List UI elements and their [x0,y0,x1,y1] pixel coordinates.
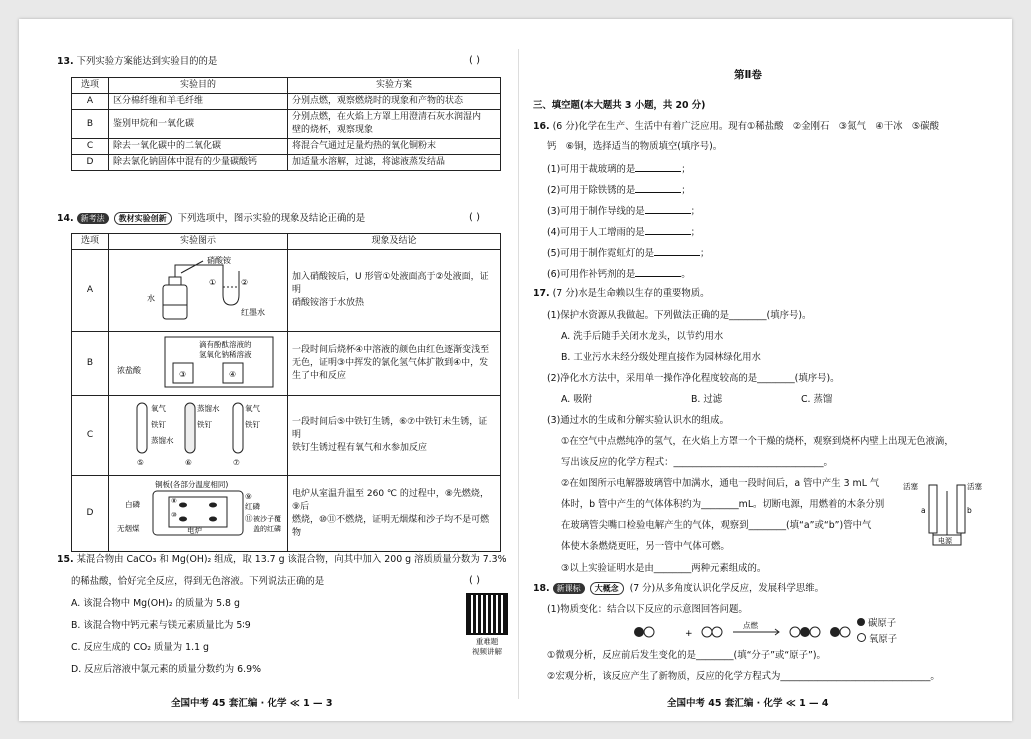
table-row [72,332,501,396]
option-cell: A [72,250,109,332]
figure-label: ⑨ [245,492,252,501]
figure-label: 活塞 [903,482,918,491]
figure-cell [109,396,288,476]
q17-part2-a: A. 吸附 [561,394,592,405]
q16-item-text: (5)可用于制作霓虹灯的是 [547,248,655,259]
q16-item-text: (3)可用于制作导线的是 [547,206,645,217]
q13-number: 13. [57,56,74,67]
header-cell: 选项 [72,234,109,250]
goal-cell: 鉴别甲烷和一氧化碳 [109,110,288,139]
left-footer: 全国中考 45 套汇编 · 化学 ≪ 1 — 3 [171,698,333,709]
q16-item-text: (6)可用作补钙剂的是 [547,269,636,280]
figure-label: 无烟煤 [117,524,140,533]
figure-label: ③ [179,370,187,379]
q13-table [71,77,501,171]
answer-blank[interactable] [635,162,681,172]
q13-text: 下列实验方案能达到实验目的的是 [76,56,218,67]
plan-cell [288,110,501,139]
q15-option-a: A. 该混合物中 Mg(OH)₂ 的质量为 5.8 g [71,598,240,609]
table-row [72,396,501,476]
q14-answer-paren: ( ) [469,212,480,223]
figure-label: 红墨水 [241,308,265,317]
q15-answer-paren: ( ) [469,575,480,586]
legend-carbon [857,617,896,630]
table-row [72,250,501,332]
result-line: 无色，证明③中挥发的氯化氢气体扩散到④中，发 [292,358,489,368]
figure-label: 水 [147,294,155,303]
figure-label: 蒸馏水 [151,436,174,445]
q17-part3-b1: ②在如图所示电解器玻璃管中加满水，通电一段时间后，a 管中产生 3 mL 气 [561,478,880,489]
q18-part1: (1)物质变化：结合以下反应的示意图回答问题。 [547,604,748,615]
figure-cell [109,332,288,396]
q18-number: 18. [533,583,550,594]
option-cell: D [72,155,109,171]
answer-blank[interactable] [635,183,681,193]
result-line: 铁钉生锈过程有氧气和水参加反应 [292,443,428,453]
figure-label: 红磷 [245,502,260,511]
q13-stem [57,55,217,68]
figure-label: ⑥ [185,458,192,467]
figure-label: 氧气 [151,404,166,413]
q17-text: (7 分)水是生命赖以生存的重要物质。 [552,288,710,299]
option-cell: C [72,396,109,476]
option-cell: B [72,332,109,396]
combustion-figure [113,477,281,545]
answer-blank[interactable] [654,246,700,256]
result-line: 一段时间后烧杯④中溶液的颜色由红色逐渐变浅至 [292,345,490,355]
q17-part1-a: A. 洗手后随手关闭水龙头，以节约用水 [561,331,724,342]
option-cell: B [72,110,109,139]
qr-label-line: 重难题 [475,637,499,646]
part3-heading: 三、填空题(本大题共 3 小题，共 20 分) [533,100,706,111]
q16-item: (6)可用作补钙剂的是 。 [547,269,691,280]
header-cell: 实验目的 [109,78,288,94]
plan-line: 分别点燃，在火焰上方罩上用澄清石灰水润湿内 [292,112,482,122]
header-cell: 选项 [72,78,109,94]
q18-part1-a: ①微观分析，反应前后发生变化的是________(填“分子”或“原子”)。 [547,650,826,661]
q17-part3-b4: 体使木条燃烧更旺，另一管中气体可燃。 [561,541,730,552]
exam-sheet [19,19,1012,721]
option-cell: A [72,94,109,110]
q17-part3-a2: 写出该反应的化学方程式：________________________________。 [561,457,833,468]
q17-part3-b3: 在玻璃管尖嘴口检验电解产生的气体，观察到________(填“a”或“b”)管中气 [561,520,872,531]
right-footer: 全国中考 45 套汇编 · 化学 ≪ 1 — 4 [667,698,829,709]
header-cell: 实验图示 [109,234,288,250]
q16-stem-line2: 钙 ⑥铜，选择适当的物质填空(填序号)。 [547,141,723,152]
oxygen-atom-icon [857,633,866,642]
section-title: 第Ⅱ卷 [734,69,762,81]
figure-label: 浓盐酸 [117,366,141,375]
goal-cell: 除去氯化钠固体中混有的少量碳酸钙 [109,155,288,171]
figure-label: 活塞 [967,482,982,491]
option-cell: C [72,139,109,155]
q17-stem [533,287,709,300]
goal-cell: 区分棉纤维和羊毛纤维 [109,94,288,110]
iron-rust-figure [113,397,278,469]
q17-number: 17. [533,288,550,299]
answer-blank[interactable] [635,267,681,277]
q17-part2: (2)净化水方法中，采用单一操作净化程度较高的是________(填序号)。 [547,373,840,384]
qr-label-line: 视频讲解 [472,647,502,656]
q16-item-text: (2)可用于除铁锈的是 [547,185,636,196]
ammonium-nitrate-figure [113,251,278,325]
q14-number: 14. [57,213,74,224]
result-line: 燃烧，⑩⑪不燃烧，证明无烟煤和沙子均不是可燃物 [292,514,490,538]
result-cell [288,396,501,476]
figure-label: 氢氧化钠稀溶液 [199,350,252,359]
figure-label: 铁钉 [151,420,166,429]
result-line: 电炉从室温升温至 260 ℃ 的过程中，⑧先燃烧，⑨后 [292,488,489,512]
reaction-diagram [629,619,889,645]
figure-label: 滴有酚酞溶液的 [199,340,252,349]
figure-label: ⑧ [171,497,177,505]
table-row [72,476,501,552]
result-cell [288,332,501,396]
q17-part3-a1: ①在空气中点燃纯净的氢气，在火焰上方罩一个干燥的烧杯，观察到烧杯内壁上出现无色液滴， [561,436,954,447]
answer-blank[interactable] [645,225,691,235]
result-line: 生了中和反应 [292,371,347,381]
q17-part2-b: B. 过滤 [691,394,723,405]
header-cell: 实验方案 [288,78,501,94]
electrolysis-figure [903,477,995,547]
legend-label: 碳原子 [868,618,897,629]
q14-table [71,233,501,552]
q16-item: (2)可用于除铁锈的是 ； [547,185,691,196]
figure-label: 电炉 [187,526,202,535]
q17-part3: (3)通过水的生成和分解实验认识水的组成。 [547,415,730,426]
table-row [72,139,501,155]
figure-label: ⑪ [245,514,253,523]
figure-label: 电源 [938,537,952,545]
qr-code-icon[interactable] [466,593,508,635]
table-header [72,78,501,94]
qr-label [459,637,515,657]
q17-part2-c: C. 蒸馏 [801,394,833,405]
figure-label: 铜板(各部分温度相同) [155,480,229,489]
hcl-diffusion-figure [113,333,278,389]
table-row [72,94,501,110]
plan-line: 壁的烧杯，观察现象 [292,125,374,135]
q15-option-b: B. 该混合物中钙元素与镁元素质量比为 5∶9 [71,620,251,631]
table-row [72,155,501,171]
q16-number: 16. [533,121,550,132]
figure-label: 被沙子覆 [253,515,281,523]
q15-stem-line2: 的稀盐酸，恰好完全反应，得到无色溶液。下列说法正确的是 [71,576,325,587]
figure-label: ① [209,278,217,287]
figure-label: 铁钉 [245,420,260,429]
q15-option-c: C. 反应生成的 CO₂ 质量为 1.1 g [71,642,209,653]
result-line: 硝酸铵溶于水放热 [292,298,365,308]
figure-label: 硝酸铵 [207,256,231,265]
figure-label: 白磷 [125,500,140,509]
q18-text: (7 分)从多角度认识化学反应，发展科学思维。 [629,583,824,594]
figure-label: ⑩ [171,511,177,519]
table-row [72,110,501,139]
q16-item-text: (4)可用于人工增雨的是 [547,227,645,238]
q16-text: (6 分)化学在生产、生活中有着广泛应用。现有①稀盐酸 ②金刚石 ③氮气 ④干冰 ⑤碳酸 [552,121,940,132]
q18-part1-b: ②宏观分析，该反应产生了新物质，反应的化学方程式为________________________________。 [547,671,940,682]
q16-item: (1)可用于裁玻璃的是 ； [547,164,691,175]
q14-text: 下列选项中，图示实验的现象及结论正确的是 [177,213,366,224]
q17-part3-b2: 体时，b 管中产生的气体体积约为________mL。切断电源，用燃着的木条分别 [561,499,885,510]
plan-cell: 分别点燃，观察燃烧时的现象和产物的状态 [288,94,501,110]
q14-stem [57,212,365,225]
table-header [72,234,501,250]
q16-item: (3)可用于制作导线的是 ； [547,206,701,217]
option-cell: D [72,476,109,552]
figure-label: 铁钉 [197,420,212,429]
q16-stem-line1 [533,120,939,133]
page-divider [518,49,519,699]
q16-item: (4)可用于人工增雨的是 ； [547,227,701,238]
q16-item-text: (1)可用于裁玻璃的是 [547,164,636,175]
q15-number: 15. [57,554,74,565]
figure-label: ② [241,278,249,287]
header-cell: 现象及结论 [288,234,501,250]
reaction-condition-label: 点燃 [743,621,758,630]
legend-oxygen [857,633,897,646]
answer-blank[interactable] [645,204,691,214]
carbon-atom-icon [857,618,865,626]
q16-item: (5)可用于制作霓虹灯的是 ； [547,248,710,259]
figure-label: a [921,506,926,515]
figure-label: 氧气 [245,404,260,413]
q15-stem-line1 [57,553,507,566]
legend-label: 氧原子 [869,634,898,645]
q17-part1-b: B. 工业污水未经分级处理直接作为园林绿化用水 [561,352,761,363]
q17-part1: (1)保护水资源从我做起。下列做法正确的是________(填序号)。 [547,310,812,321]
result-line: 一段时间后⑤中铁钉生锈，⑥⑦中铁钉未生锈，证明 [292,417,488,440]
big-concept-tag: 大概念 [590,582,624,595]
figure-label: 蒸馏水 [197,404,220,413]
result-line: 加入硝酸铵后，U 形管①处液面高于②处液面，证明 [292,272,489,295]
result-cell [288,476,501,552]
figure-label: 盖的红磷 [253,525,281,533]
figure-cell [109,250,288,332]
q17-part3-c: ③以上实验证明水是由________两种元素组成的。 [561,563,767,574]
plan-cell: 加适量水溶解，过滤，将滤液蒸发结晶 [288,155,501,171]
goal-cell: 除去一氧化碳中的二氧化碳 [109,139,288,155]
new-standard-tag: 新课标 [553,583,585,594]
new-exam-tag: 新考法 [77,213,109,224]
svg-text:+: + [685,629,693,639]
figure-label: ⑦ [233,458,240,467]
figure-cell [109,476,288,552]
q13-answer-paren: ( ) [469,55,480,66]
textbook-tag: 教材实验创新 [114,212,172,225]
result-cell [288,250,501,332]
q18-stem [533,582,824,595]
right-page [519,19,1012,721]
q15-option-d: D. 反应后溶液中氯元素的质量分数约为 6.9% [71,664,261,675]
figure-label: ⑤ [137,458,144,467]
q15-text: 某混合物由 CaCO₃ 和 Mg(OH)₂ 组成，取 13.7 g 该混合物，向其中加入 200 g 溶质质量分数为 7.3% [76,554,507,565]
plan-cell: 将混合气通过足量灼热的氧化铜粉末 [288,139,501,155]
left-page [19,19,519,721]
figure-label: ④ [229,370,237,379]
figure-label: b [967,506,972,515]
